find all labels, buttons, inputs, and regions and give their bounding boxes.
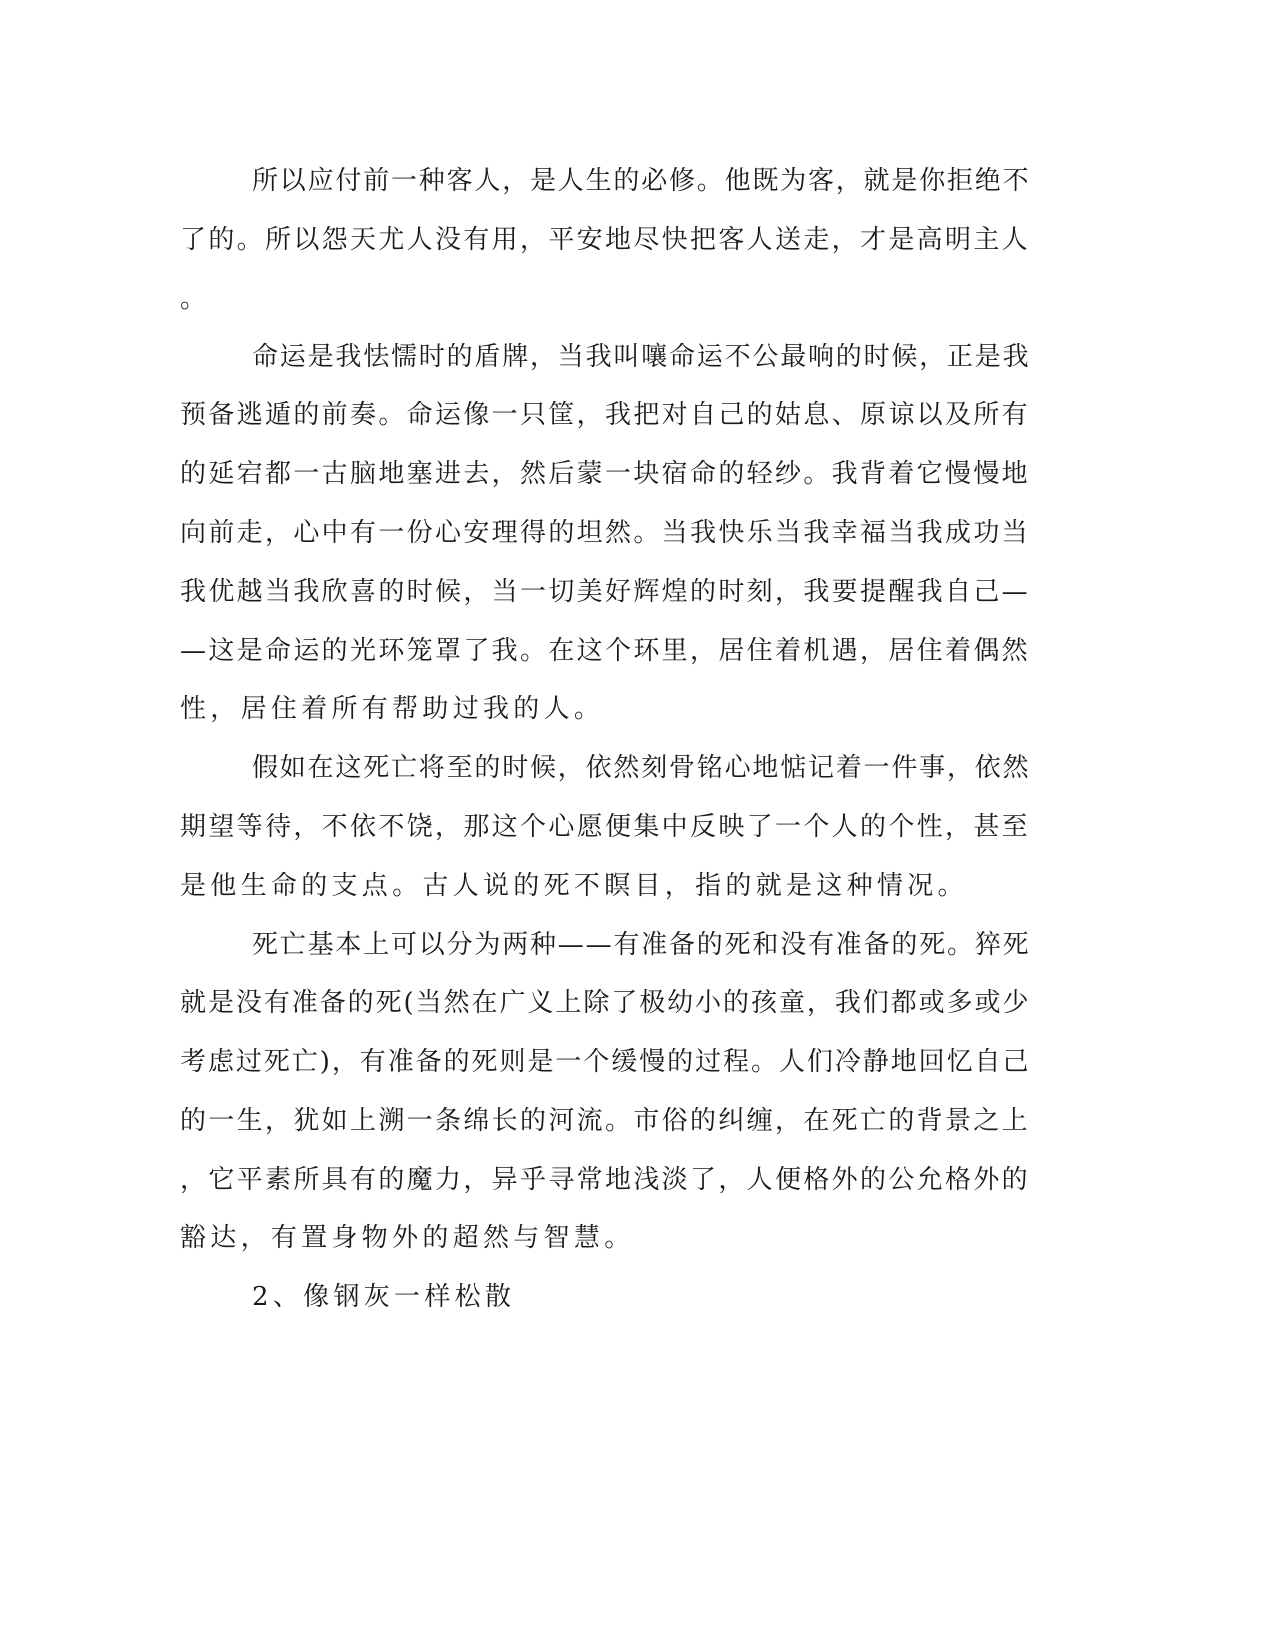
paragraph-3-line-3: 是他生命的支点。古人说的死不瞑目，指的就是这种情况。 [180, 871, 968, 901]
paragraph-3-line-1: 假如在这死亡将至的时候，依然刻骨铭心地惦记着一件事，依然 [252, 753, 1031, 783]
paragraph-4-line-6: 豁达，有置身物外的超然与智慧。 [180, 1223, 635, 1253]
paragraph-1-line-1: 所以应付前一种客人，是人生的必修。他既为客，就是你拒绝不 [252, 166, 1031, 196]
paragraph-1-line-2: 了的。所以怨天尤人没有用，平安地尽快把客人送走，才是高明主人 [180, 225, 1031, 255]
paragraph-2-line-5: 我优越当我欣喜的时候，当一切美好辉煌的时刻，我要提醒我自己— [180, 577, 1031, 607]
paragraph-2-line-1: 命运是我怯懦时的盾牌，当我叫嚷命运不公最响的时候，正是我 [252, 342, 1031, 372]
paragraph-3-line-2: 期望等待，不依不饶，那这个心愿便集中反映了一个人的个性，甚至 [180, 812, 1031, 842]
section-heading: 2、像钢灰一样松散 [252, 1282, 516, 1312]
paragraph-2-line-4: 向前走，心中有一份心安理得的坦然。当我快乐当我幸福当我成功当 [180, 518, 1031, 548]
paragraph-4-line-3: 考虑过死亡)，有准备的死则是一个缓慢的过程。人们冷静地回忆自己 [180, 1047, 1031, 1077]
paragraph-2-line-7: 性，居住着所有帮助过我的人。 [180, 694, 605, 724]
paragraph-4-line-5: ，它平素所具有的魔力，异乎寻常地浅淡了，人便格外的公允格外的 [180, 1165, 1031, 1195]
paragraph-4-line-4: 的一生，犹如上溯一条绵长的河流。市俗的纠缠，在死亡的背景之上 [180, 1106, 1031, 1136]
paragraph-2-line-2: 预备逃遁的前奏。命运像一只筐，我把对自己的姑息、原谅以及所有 [180, 400, 1031, 430]
paragraph-4-line-2: 就是没有准备的死(当然在广义上除了极幼小的孩童，我们都或多或少 [180, 988, 1031, 1018]
paragraph-2-line-3: 的延宕都一古脑地塞进去，然后蒙一块宿命的轻纱。我背着它慢慢地 [180, 459, 1031, 489]
paragraph-4-line-1: 死亡基本上可以分为两种——有准备的死和没有准备的死。猝死 [252, 930, 1031, 960]
paragraph-2-line-6: —这是命运的光环笼罩了我。在这个环里，居住着机遇，居住着偶然 [180, 636, 1031, 666]
paragraph-1-line-3: 。 [180, 284, 211, 314]
